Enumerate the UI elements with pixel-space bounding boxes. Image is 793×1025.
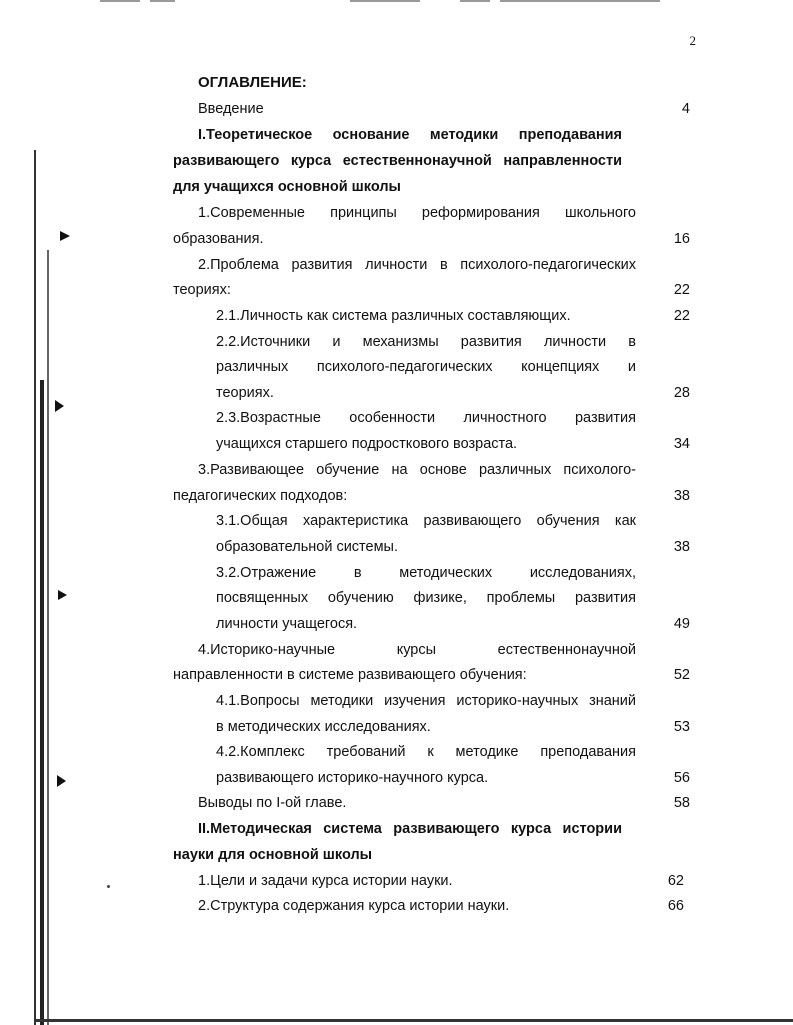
toc-entry-line: 3.1.Общая характеристика развивающего обучения как: [216, 513, 636, 529]
toc-page-number: 62: [667, 873, 684, 889]
scan-speck: [107, 885, 110, 888]
toc-entry-line: педагогических подходов:: [173, 488, 348, 504]
toc-page-number: 58: [673, 795, 690, 811]
toc-page-number: 16: [673, 231, 690, 247]
page-title: ОГЛАВЛЕНИЕ:: [198, 74, 307, 91]
toc-entry-line: 3.Развивающее обучение на основе различных психолого-: [198, 462, 636, 478]
toc-entry-line: образования.: [173, 231, 264, 247]
toc-page-number: 53: [673, 719, 690, 735]
toc-entry-line: в методических исследованиях.: [216, 719, 431, 735]
toc-entry-line: 1.Современные принципы реформирования школьного: [198, 205, 636, 221]
toc-page-number: 34: [673, 436, 690, 452]
toc-page-number: 22: [673, 282, 690, 298]
toc-entry-line: развивающего историко-научного курса.: [216, 770, 489, 786]
toc-entry-line: 2.Проблема развития личности в психолого-педагогических: [198, 257, 636, 273]
scan-edge-line: [40, 380, 44, 1025]
toc-entry-line: направленности в системе развивающего обучения:: [173, 667, 527, 683]
toc-entry-line: образовательной системы.: [216, 539, 399, 555]
chapter-heading-line: науки для основной школы: [173, 847, 373, 863]
toc-entry-line: учащихся старшего подросткового возраста.: [216, 436, 518, 452]
toc-entry-line: различных психолого-педагогических концепциях и: [216, 359, 636, 375]
toc-page-number: 22: [673, 308, 690, 324]
toc-entry-line: посвященных обучению физике, проблемы развития: [216, 590, 636, 606]
toc-page-number: 66: [667, 898, 684, 914]
binding-mark: [55, 400, 64, 412]
chapter-heading-line: I.Теоретическое основание методики преподавания: [198, 127, 622, 143]
toc-page-number: 56: [673, 770, 690, 786]
toc-page-number: 38: [673, 488, 690, 504]
scan-bottom-line: [36, 1019, 793, 1022]
binding-mark: [58, 590, 67, 600]
toc-entry-line: Введение: [198, 101, 264, 117]
page-number: 2: [689, 33, 696, 48]
toc-page-number: 49: [673, 616, 690, 632]
toc-page-number: 28: [673, 385, 690, 401]
chapter-heading-line: для учащихся основной школы: [173, 179, 401, 195]
toc-entry-line: 4.Историко-научные курсы естественнонаучной: [198, 642, 636, 658]
scan-edge-line: [34, 150, 36, 1025]
toc-entry-line: 1.Цели и задачи курса истории науки.: [198, 873, 453, 889]
binding-mark: [57, 775, 66, 787]
toc-entry-line: Выводы по I-ой главе.: [198, 795, 347, 811]
toc-entry-line: 2.1.Личность как система различных составляющих.: [216, 308, 571, 324]
toc-entry-line: 2.3.Возрастные особенности личностного развития: [216, 410, 636, 426]
toc-entry-line: 4.2.Комплекс требований к методике преподавания: [216, 744, 636, 760]
toc-entry-line: 2.Структура содержания курса истории науки.: [198, 898, 510, 914]
toc-page-number: 4: [681, 101, 690, 117]
scan-artifact-top: [100, 0, 660, 5]
scan-edge-line: [47, 250, 49, 1025]
toc-entry-line: 3.2.Отражение в методических исследованиях,: [216, 565, 636, 581]
chapter-heading-line: развивающего курса естественнонаучной направленности: [173, 153, 622, 169]
toc-entry-line: личности учащегося.: [216, 616, 358, 632]
toc-entry-line: 2.2.Источники и механизмы развития личности в: [216, 334, 636, 350]
toc-entry-line: 4.1.Вопросы методики изучения историко-научных знаний: [216, 693, 636, 709]
toc-page-number: 52: [673, 667, 690, 683]
toc-entry-line: теориях:: [173, 282, 231, 298]
toc-page-number: 38: [673, 539, 690, 555]
chapter-heading-line: II.Методическая система развивающего курса истории: [198, 821, 622, 837]
toc-entry-line: теориях.: [216, 385, 274, 401]
binding-mark: [60, 231, 70, 241]
